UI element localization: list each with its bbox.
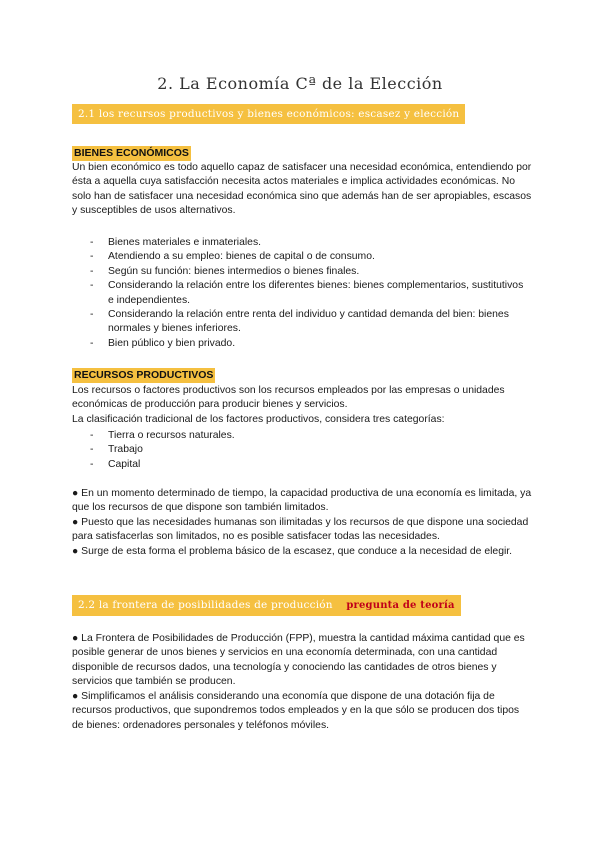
page-title: 2. La Economía Cª de la Elección xyxy=(157,74,443,93)
recursos-clasificacion: La clasificación tradicional de los factores productivos, considera tres categorías: xyxy=(72,414,445,425)
recursos-heading: RECURSOS PRODUCTIVOS xyxy=(74,369,214,381)
fpp-bullet-2: ● Simplificamos el análisis considerando una economía que dispone de una dotación fija de recursos productivos, que supondremos todos empleados y en la que sólo se producen dos tipos de bienes: ordenadores personales y teléfonos móviles. xyxy=(72,691,520,731)
list-item: - Tierra o recursos naturales. xyxy=(90,430,235,441)
section-heading-text: 2.2 la frontera de posibilidades de producción xyxy=(78,599,333,611)
list-item: - Según su función: bienes intermedios o bienes finales. xyxy=(90,265,360,277)
bienes-heading: BIENES ECONÓMICOS xyxy=(74,147,189,159)
recursos-bullet-1: ● En un momento determinado de tiempo, la capacidad productiva de una economía es limitada, ya que los recursos de que dispone son también limitados. xyxy=(72,488,532,514)
recursos-bullet-3: ● Surge de esta forma el problema básico de la escasez, que conduce a la necesidad de elegir. xyxy=(72,546,513,557)
section-heading-2-2 xyxy=(72,595,461,616)
list-item: - Trabajo xyxy=(90,444,143,456)
list-item: - Bienes materiales e inmateriales. xyxy=(90,237,262,248)
list-item: - Atendiendo a su empleo: bienes de capital o de consumo. xyxy=(90,251,375,263)
bienes-intro: Un bien económico es todo aquello capaz de satisfacer una necesidad económica, entendiendo por ésta a aquella cuya satisfacción necesita actos materiales e implica actividades económicas. No solo han de satisfacer una necesidad económica sino que además han de ser apropiables, escasos y susceptibles de usos alternativos. xyxy=(72,162,532,217)
list-item: - Considerando la relación entre los diferentes bienes: bienes complementarios, sustitutivos e independientes. xyxy=(90,280,524,306)
theory-question-tag: pregunta de teoría xyxy=(346,600,455,611)
list-item: - Bien público y bien privado. xyxy=(90,337,236,349)
recursos-list xyxy=(90,429,530,472)
bienes-list xyxy=(90,236,530,351)
list-item: - Capital xyxy=(90,458,141,470)
section-heading-2-1 xyxy=(72,104,465,124)
recursos-bullet-2: ● Puesto que las necesidades humanas son ilimitadas y los recursos de que dispone una sociedad para satisfacerlas son limitados, no es posible satisfacer todas las necesidades. xyxy=(72,517,529,543)
list-item: - Considerando la relación entre renta del individuo y cantidad demanda del bien: bienes normales y bienes inferiores. xyxy=(90,309,509,335)
recursos-intro: Los recursos o factores productivos son los recursos empleados por las empresas o unidades económicas de producción para producir bienes y servicios. xyxy=(72,385,505,411)
fpp-bullet-1: ● La Frontera de Posibilidades de Producción (FPP), muestra la cantidad máxima cantidad que es posible generar de unos bienes y servicios en una economía determinada, con una cantidad disponible de recursos dados, una tecnología y conociendo las cantidades de otros bienes y servicios que también se producen. xyxy=(72,633,525,688)
section-heading-text: 2.1 los recursos productivos y bienes económicos: escasez y elección xyxy=(78,108,460,120)
